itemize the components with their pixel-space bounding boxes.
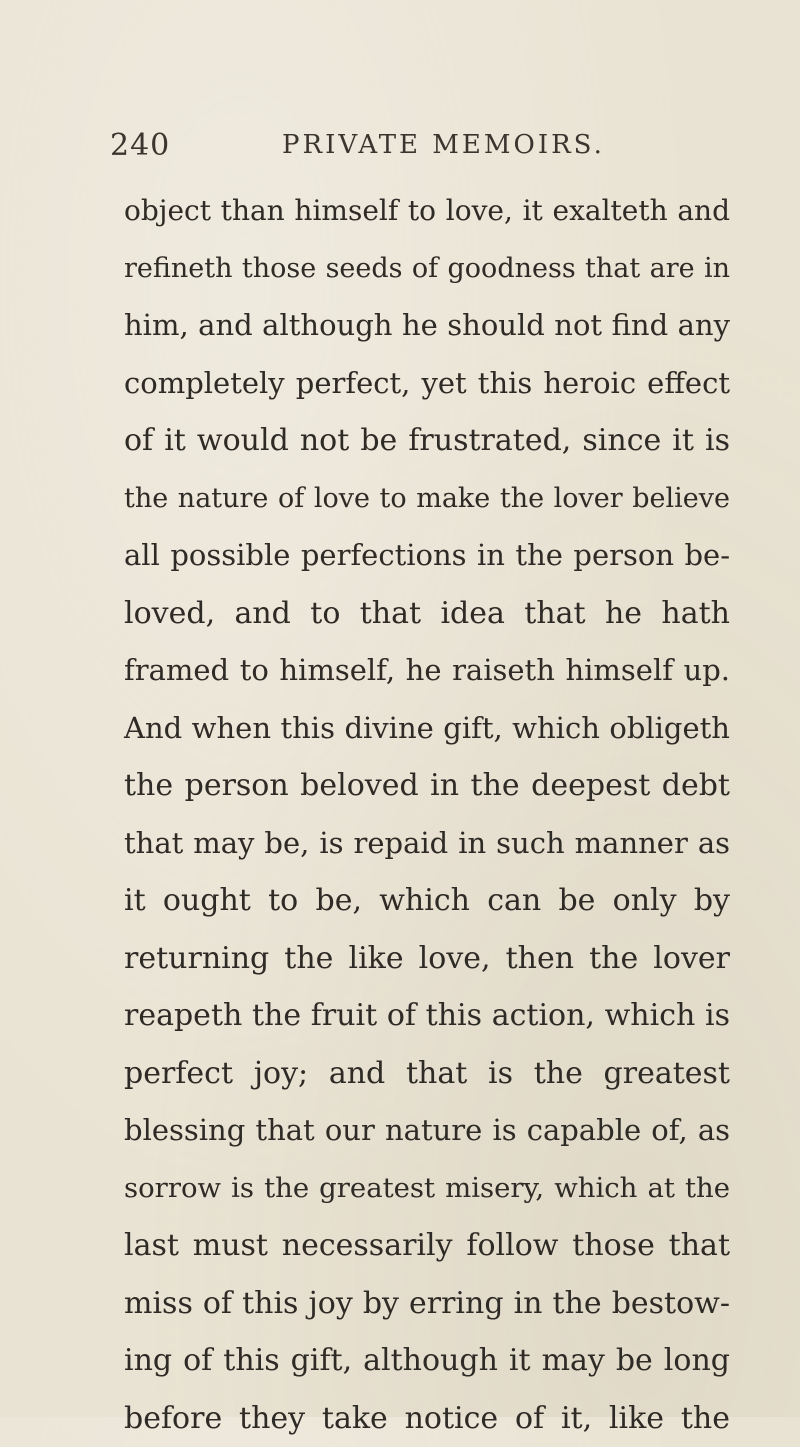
text-line: last must necessarily follow those that [124,1217,730,1275]
text-line: sorrow is the greatest misery, which at the [124,1160,730,1218]
text-line: him, and although he should not find any [124,297,730,355]
page-number: 240 [110,128,170,163]
text-line: perfect joy; and that is the greatest [124,1045,730,1103]
text-line: of it would not be frustrated, since it is [124,412,730,470]
text-line: framed to himself, he raiseth himself up. [124,642,730,700]
running-head [110,128,730,168]
text-line: refineth those seeds of goodness that are in [124,240,730,298]
text-line: object than himself to love, it exalteth and [124,182,730,240]
text-line: the nature of love to make the lover believe [124,470,730,528]
running-title: PRIVATE MEMOIRS. [282,130,605,160]
text-line: all possible perfections in the person be- [124,527,730,585]
text-line: reapeth the fruit of this action, which is [124,987,730,1045]
text-line: And when this divine gift, which obligeth [124,700,730,758]
text-line: that may be, is repaid in such manner as [124,815,730,873]
text-line: before they take notice of it, like the [124,1390,730,1447]
text-line: ing of this gift, although it may be long [124,1332,730,1390]
text-line: completely perfect, yet this heroic effect [124,355,730,413]
text-line: the person beloved in the deepest debt [124,757,730,815]
body-text [124,182,730,1447]
text-line: returning the like love, then the lover [124,930,730,988]
text-line: blessing that our nature is capable of, as [124,1102,730,1160]
text-line: loved, and to that idea that he hath [124,585,730,643]
text-line: it ought to be, which can be only by [124,872,730,930]
text-line: miss of this joy by erring in the bestow- [124,1275,730,1333]
